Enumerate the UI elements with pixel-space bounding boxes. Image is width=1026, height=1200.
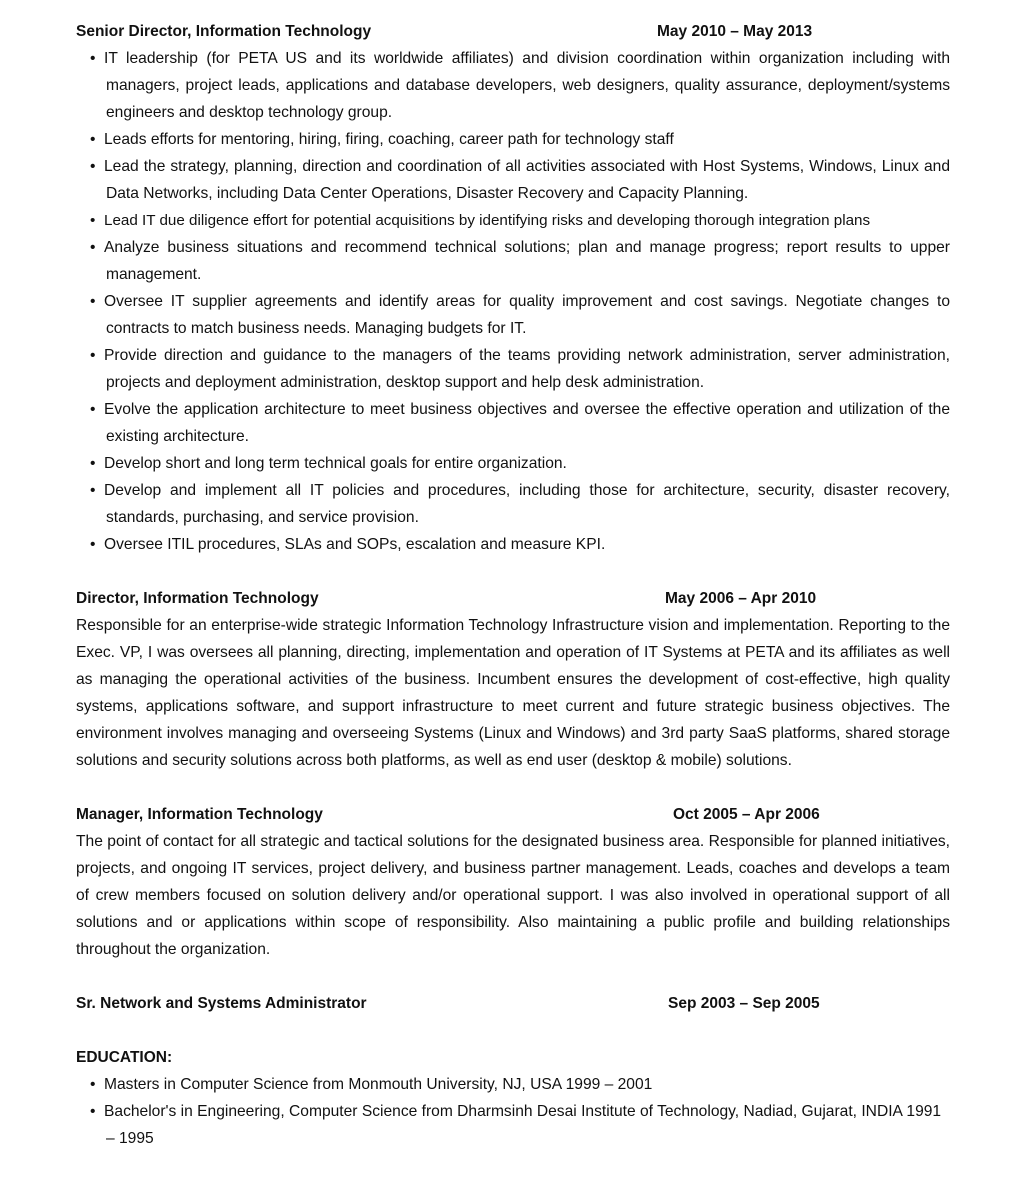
list-item: • Lead the strategy, planning, direction and coordination of all activities associated with Host Systems, Windows, Linux and Data Networks, including Data Center Operations, Disaster Recovery and Capacity Planning. <box>90 158 950 202</box>
job-dates: May 2010 – May 2013 <box>657 23 813 40</box>
list-item: • Masters in Computer Science from Monmouth University, NJ, USA 1999 – 2001 <box>90 1076 653 1093</box>
job-header-manager <box>76 801 950 828</box>
list-item: • Lead IT due diligence effort for potential acquisitions by identifying risks and developing thorough integration plans <box>90 212 871 229</box>
job-header-senior-director <box>76 18 950 45</box>
list-item: • Bachelor's in Engineering, Computer Science from Dharmsinh Desai Institute of Technology, Nadiad, Gujarat, INDIA 1991 – 1995 <box>90 1103 942 1147</box>
list-item: • Provide direction and guidance to the managers of the teams providing network administration, server administration, projects and deployment administration, desktop support and help desk administration. <box>90 347 950 391</box>
education-list <box>76 1071 950 1152</box>
job-description: The point of contact for all strategic and tactical solutions for the designated business area. Responsible for planned initiatives, projects, and ongoing IT services, project delivery, and business partner management. Leads, coaches and develops a team of crew members focused on solution delivery and/or operational support. I was also involved in operational support of all solutions and or applications within scope of responsibility. Also maintaining a public profile and building relationships throughout the organization. <box>76 833 950 958</box>
job-title: Senior Director, Information Technology <box>76 23 372 40</box>
list-item: • Evolve the application architecture to meet business objectives and oversee the effective operation and utilization of the existing architecture. <box>90 401 950 445</box>
job-dates: May 2006 – Apr 2010 <box>665 590 817 607</box>
list-item: • Oversee IT supplier agreements and identify areas for quality improvement and cost savings. Negotiate changes to contracts to match business needs. Managing budgets for IT. <box>90 293 950 337</box>
job-title: Director, Information Technology <box>76 590 319 607</box>
job-responsibilities-list <box>76 45 950 558</box>
list-item: • Leads efforts for mentoring, hiring, firing, coaching, career path for technology staff <box>90 131 674 148</box>
job-header-director <box>76 585 950 612</box>
resume-page <box>76 18 950 1152</box>
list-item: • IT leadership (for PETA US and its worldwide affiliates) and division coordination within organization including with managers, project leads, applications and database developers, web designers, quality assurance, deployment/systems engineers and desktop technology group. <box>90 50 950 121</box>
job-dates: Sep 2003 – Sep 2005 <box>668 995 820 1012</box>
list-item: • Oversee ITIL procedures, SLAs and SOPs, escalation and measure KPI. <box>90 536 606 553</box>
job-dates: Oct 2005 – Apr 2006 <box>673 806 820 823</box>
job-header-network-admin <box>76 990 950 1017</box>
job-title: Manager, Information Technology <box>76 806 323 823</box>
job-description: Responsible for an enterprise-wide strategic Information Technology Infrastructure vision and implementation. Reporting to the Exec. VP, I was oversees all planning, directing, implementation and operation of IT Systems at PETA and its affiliates as well as managing the operational activities of the business. Incumbent ensures the development of cost-effective, high quality systems, applications software, and support infrastructure to meet current and future strategic business objectives. The environment involves managing and overseeing Systems (Linux and Windows) and 3rd party SaaS platforms, shared storage solutions and security solutions across both platforms, as well as end user (desktop & mobile) solutions. <box>76 617 950 769</box>
education-heading: EDUCATION: <box>76 1049 173 1066</box>
list-item: • Develop short and long term technical goals for entire organization. <box>90 455 567 472</box>
list-item: • Analyze business situations and recommend technical solutions; plan and manage progress; report results to upper management. <box>90 239 950 283</box>
job-title: Sr. Network and Systems Administrator <box>76 995 367 1012</box>
list-item: • Develop and implement all IT policies and procedures, including those for architecture, security, disaster recovery, standards, purchasing, and service provision. <box>90 482 950 526</box>
